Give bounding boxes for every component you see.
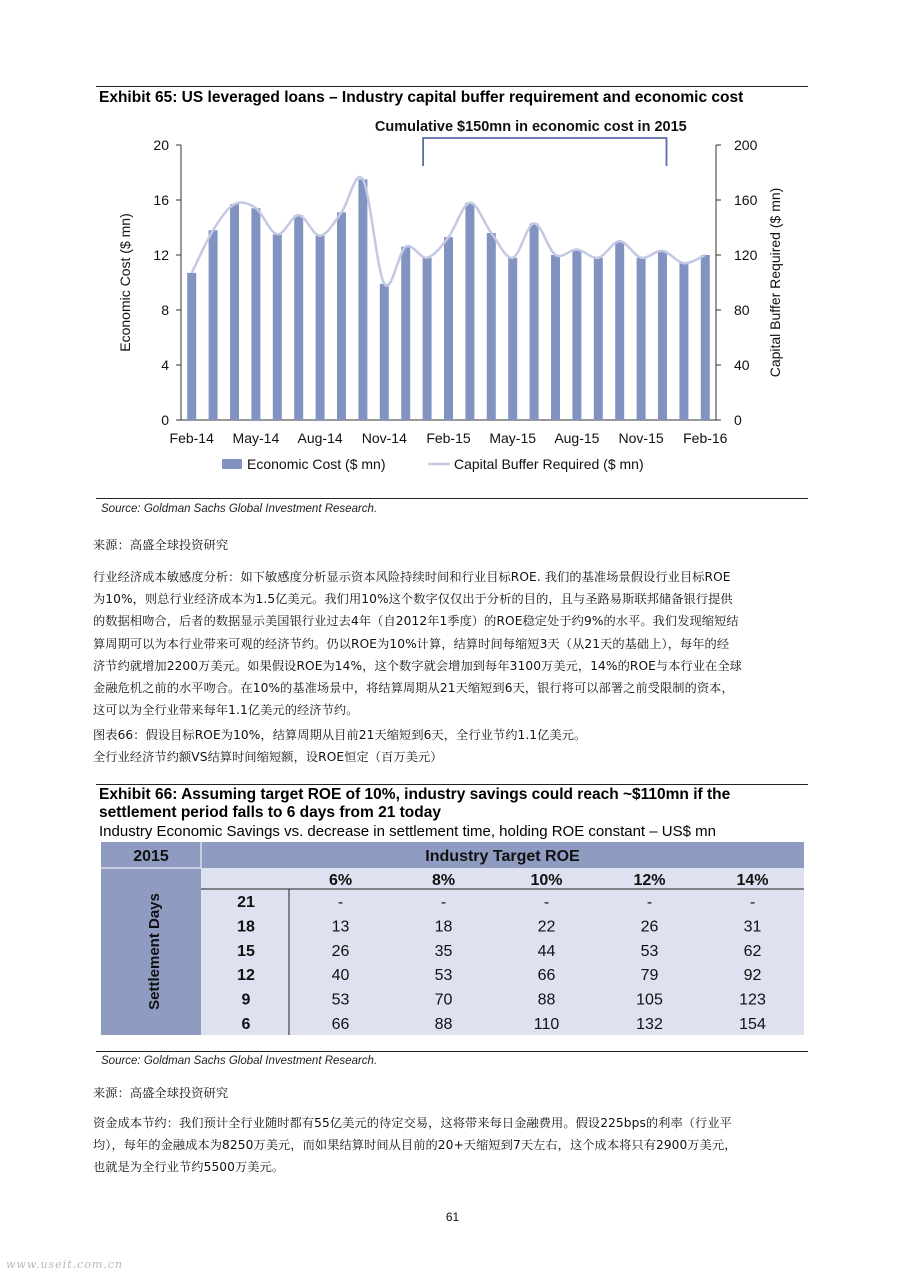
figure-66-caption-cn	[93, 724, 813, 768]
table-cell: -	[440, 894, 447, 912]
source-cn-2: 来源：高盛全球投资研究	[93, 1086, 229, 1100]
table-cell: 92	[743, 967, 762, 985]
paragraph-2-line: 资金成本节约：我们预计全行业随时都有55亿美元的待定交易，这将带来每日金融费用。假设225bps的利率（行业平	[93, 1116, 732, 1130]
economic-cost-bar	[230, 204, 239, 420]
legend-capital-buffer: Capital Buffer Required ($ mn)	[454, 456, 644, 472]
exhibit-66-source: Source: Goldman Sachs Global Investment Research.	[101, 1055, 378, 1067]
table-cell: -	[749, 894, 756, 912]
exhibit-66-bottom-rule	[96, 1051, 808, 1052]
economic-cost-bar	[273, 234, 282, 420]
table-cell: 53	[331, 991, 350, 1009]
table-cell: 110	[533, 1015, 560, 1033]
right-tick-label: 160	[734, 192, 758, 208]
paragraph-2-line: 均），每年的金融成本为8250万美元，而如果结算时间从目前的20+天缩短到7天左右，这个成本将只有2900万美元，	[93, 1138, 737, 1153]
table-column-header: 8%	[431, 872, 456, 889]
left-axis-label: Economic Cost ($ mn)	[117, 213, 133, 352]
table-cell: 70	[434, 991, 453, 1009]
legend-bar-swatch	[222, 459, 242, 469]
exhibit-66-title-line1: Exhibit 66: Assuming target ROE of 10%, industry savings could reach ~$110mn if the	[99, 786, 731, 803]
chart-annotation: Cumulative $150mn in economic cost in 2015	[374, 119, 687, 135]
economic-cost-bar	[594, 258, 603, 420]
watermark: www.useit.com.cn	[6, 1258, 124, 1271]
economic-cost-bar	[487, 233, 496, 420]
table-cell: 26	[640, 918, 659, 936]
table-cell: 154	[739, 1015, 766, 1033]
table-cell: 18	[434, 918, 453, 936]
source-cn-1: 来源：高盛全球投资研究	[93, 538, 229, 552]
paragraph-1-line: 这可以为全行业带来每年1.1亿美元的经济节约。	[93, 703, 359, 718]
economic-cost-bar	[615, 241, 624, 420]
economic-cost-bar	[251, 208, 260, 420]
economic-cost-bar	[637, 258, 646, 420]
table-cell: 22	[537, 918, 556, 936]
table-cell: 88	[537, 991, 556, 1009]
economic-cost-bar	[530, 223, 539, 420]
right-tick-label: 200	[734, 137, 758, 153]
economic-cost-bar	[337, 212, 346, 420]
exhibit-65-title: Exhibit 65: US leveraged loans – Industry capital buffer requirement and economic cost	[99, 89, 744, 106]
x-tick-label: Feb-14	[169, 430, 214, 446]
economic-cost-bar	[701, 255, 710, 420]
table-cell: -	[337, 894, 344, 912]
table-cell: 40	[331, 967, 350, 985]
table-column-header: 10%	[530, 872, 563, 889]
exhibit-65-source: Source: Goldman Sachs Global Investment Research.	[101, 503, 378, 515]
economic-cost-bar	[444, 237, 453, 420]
settlement-savings-table	[101, 842, 804, 1035]
table-row-axis-label: Settlement Days	[146, 893, 163, 1010]
economic-cost-bar	[551, 255, 560, 420]
x-tick-label: Aug-14	[297, 430, 343, 446]
economic-cost-bar	[358, 179, 367, 420]
table-row-days: 12	[237, 967, 255, 985]
economic-cost-bar	[572, 250, 581, 421]
economic-cost-bar	[401, 247, 410, 420]
paragraph-funding-cost-savings	[93, 1112, 813, 1179]
economic-cost-bar	[294, 215, 303, 420]
table-column-header: 14%	[736, 872, 769, 889]
economic-cost-bar	[658, 251, 667, 420]
x-tick-label: May-14	[232, 430, 280, 446]
paragraph-1-line: 济节约就增加2200万美元。如果假设ROE为14%，这个数字就会增加到每年3100万美元，14%的ROE与本行业在全球	[93, 658, 742, 673]
paragraph-1-line: 算周期可以为本行业带来可观的经济节约。仍以ROE为10%计算，结算时间每缩短3天（从21天的基础上），每年的经	[93, 636, 730, 651]
paragraph-1-line: 行业经济成本敏感度分析：如下敏感度分析显示资本风险持续时间和行业目标ROE. 我们的基准场景假设行业目标ROE	[93, 570, 731, 584]
annotation-bracket	[423, 138, 666, 166]
left-tick-label: 20	[153, 137, 169, 153]
left-tick-label: 4	[161, 357, 169, 373]
table-cell: 44	[537, 942, 556, 960]
x-tick-label: May-15	[489, 430, 537, 446]
x-tick-label: Feb-16	[683, 430, 728, 446]
table-header: Industry Target ROE	[425, 848, 580, 865]
x-tick-label: Nov-14	[361, 430, 407, 446]
x-tick-label: Aug-15	[554, 430, 600, 446]
table-cell: 123	[739, 991, 766, 1009]
left-tick-label: 8	[161, 302, 169, 318]
table-row-days: 15	[237, 942, 255, 960]
table-cell: 53	[640, 942, 659, 960]
table-cell: 132	[636, 1015, 663, 1033]
economic-cost-bar	[209, 230, 218, 420]
table-cell: 66	[331, 1015, 350, 1033]
table-cell: 31	[743, 918, 762, 936]
table-cell: 62	[743, 942, 762, 960]
right-tick-label: 120	[734, 247, 758, 263]
table-row-days: 21	[237, 894, 255, 912]
economic-cost-bar	[187, 273, 196, 420]
paragraph-economic-cost-sensitivity	[93, 566, 813, 721]
exhibit-66-title-line2: settlement period falls to 6 days from 21 today	[99, 804, 441, 821]
economic-cost-bar	[508, 258, 517, 420]
table-cell: 79	[640, 967, 659, 985]
table-cell: 53	[434, 967, 453, 985]
left-tick-label: 0	[161, 412, 169, 428]
table-cell: 105	[636, 991, 663, 1009]
left-tick-label: 12	[153, 247, 169, 263]
paragraph-1-line: 为10%，则总行业经济成本为1.5亿美元。我们用10%这个数字仅仅出于分析的目的，且与圣路易斯联邦储备银行提供	[93, 592, 733, 607]
table-column-header: 12%	[633, 872, 666, 889]
paragraph-1-line: 的数据相吻合，后者的数据显示美国银行业过去4年（自2012年1季度）的ROE稳定处于约9%的水平。我们发现缩短结	[93, 614, 739, 629]
table-cell: 66	[537, 967, 556, 985]
legend-economic-cost: Economic Cost ($ mn)	[247, 456, 386, 472]
right-tick-label: 40	[734, 357, 750, 373]
x-tick-label: Feb-15	[426, 430, 471, 446]
paragraph-1-line: 金融危机之前的水平吻合。在10%的基准场景中，将结算周期从21天缩短到6天，银行将可以部署之前受限制的资本，	[93, 681, 734, 696]
exhibit-66-title	[99, 786, 799, 822]
table-row-days: 18	[237, 918, 255, 936]
top-rule	[96, 86, 808, 87]
left-tick-label: 16	[153, 192, 169, 208]
table-cell: 26	[331, 942, 350, 960]
exhibit-65-bottom-rule	[96, 498, 808, 499]
x-tick-label: Nov-15	[618, 430, 664, 446]
table-background	[101, 842, 804, 1035]
table-column-header: 6%	[328, 872, 353, 889]
economic-cost-bar	[316, 236, 325, 420]
table-cell: 88	[434, 1015, 453, 1033]
economic-cost-bar	[679, 263, 688, 420]
exhibit-66-subtitle: Industry Economic Savings vs. decrease in settlement time, holding ROE constant – US$ mn	[99, 823, 716, 840]
right-tick-label: 80	[734, 302, 750, 318]
figure-66-caption-line: 图表66：假设目标ROE为10%，结算周期从目前21天缩短到6天，全行业节约1.1亿美元。	[93, 728, 587, 742]
economic-cost-bar	[380, 284, 389, 420]
economic-cost-bar	[423, 258, 432, 420]
table-cell: -	[646, 894, 653, 912]
exhibit-66-top-rule	[96, 784, 808, 785]
table-cell: 35	[434, 942, 453, 960]
paragraph-2-line: 也就是为全行业节约5500万美元。	[93, 1160, 285, 1175]
page-number: 61	[445, 1210, 460, 1224]
table-year: 2015	[133, 848, 169, 865]
table-row-days: 6	[241, 1015, 251, 1033]
table-row-days: 9	[241, 991, 251, 1009]
table-cell: 13	[331, 918, 350, 936]
right-tick-label: 0	[734, 412, 742, 428]
figure-66-caption-line: 全行业经济节约额VS结算时间缩短额，设ROE恒定（百万美元）	[93, 750, 443, 765]
right-axis-label: Capital Buffer Required ($ mn)	[767, 187, 783, 378]
table-cell: -	[543, 894, 550, 912]
exhibit-65-chart	[96, 108, 808, 478]
economic-cost-bar	[465, 203, 474, 420]
